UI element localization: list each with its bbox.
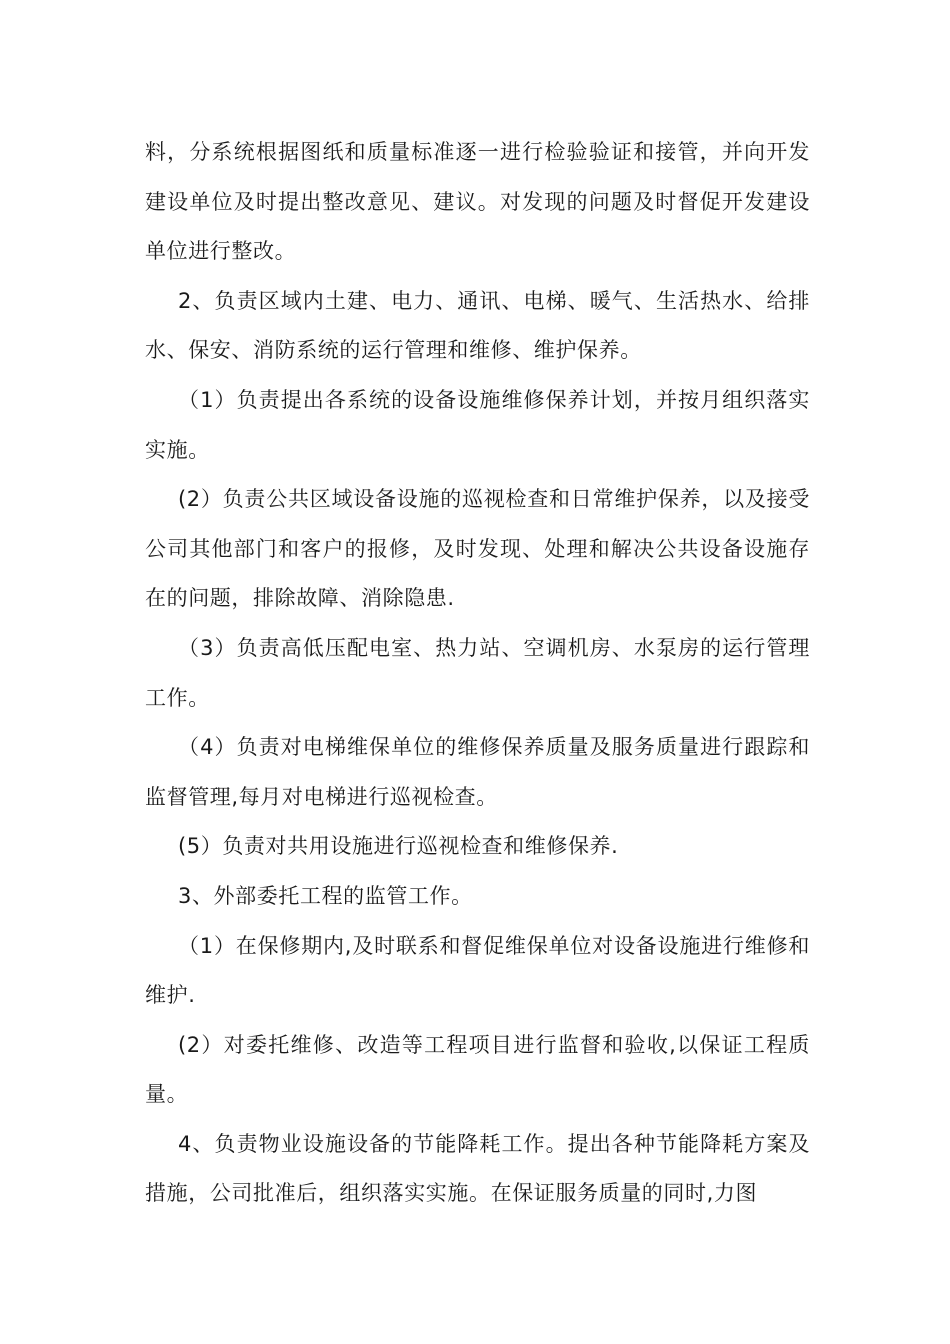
paragraph-continuation: 料，分系统根据图纸和质量标准逐一进行检验验证和接管，并向开发建设单位及时提出整改意见、建议。对发现的问题及时督促开发建设单位进行整改。: [145, 140, 810, 264]
paragraph-subitem-5: (5）负责对共用设施进行巡视检查和维修保养.: [178, 834, 619, 859]
paragraph-item-4: 4、负责物业设施设备的节能降耗工作。提出各种节能降耗方案及措施，公司批准后，组织落实实施。在保证服务质量的同时,力图: [145, 1131, 810, 1206]
paragraph-item-3: 3、外部委托工程的监管工作。: [178, 883, 473, 908]
paragraph-subitem-3: （3）负责高低压配电室、热力站、空调机房、水泵房的运行管理工作。: [145, 635, 810, 710]
paragraph-item-2: 2、负责区域内土建、电力、通讯、电梯、暖气、生活热水、给排水、保安、消防系统的运行管理和维修、维护保养。: [145, 288, 810, 363]
paragraph-subitem-2: (2）负责公共区域设备设施的巡视检查和日常维护保养，以及接受公司其他部门和客户的报修，及时发现、处理和解决公共设备设施存在的问题，排除故障、消除隐患.: [145, 487, 810, 611]
paragraph-item-3-subitem-1: （1）在保修期内,及时联系和督促维保单位对设备设施进行维修和维护.: [145, 933, 810, 1008]
paragraph-subitem-4: （4）负责对电梯维保单位的维修保养质量及服务质量进行跟踪和监督管理,每月对电梯进行巡视检查。: [145, 735, 810, 809]
paragraph-item-3-subitem-2: (2）对委托维修、改造等工程项目进行监督和验收,以保证工程质量。: [145, 1032, 810, 1107]
document-body: [145, 128, 810, 1219]
paragraph-subitem-1: （1）负责提出各系统的设备设施维修保养计划，并按月组织落实实施。: [145, 387, 810, 462]
